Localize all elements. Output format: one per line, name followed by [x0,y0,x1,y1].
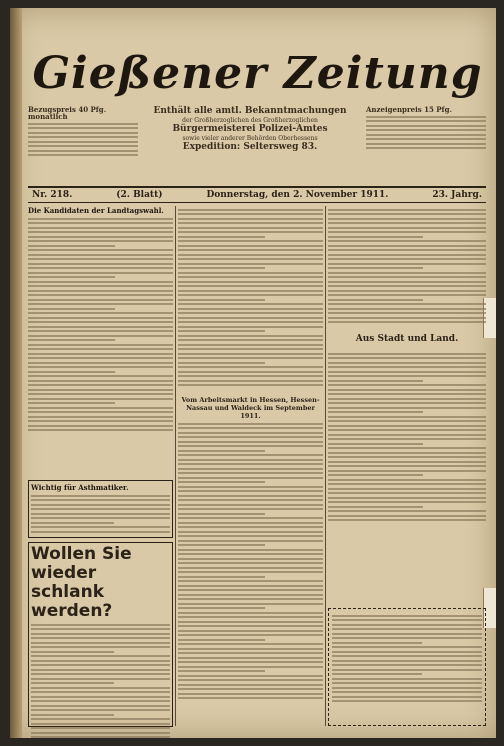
text-line [178,621,323,623]
text-line [178,267,265,269]
text-line [178,472,323,474]
text-line [178,348,323,350]
text-line [28,240,173,242]
text-line [31,504,170,506]
text-line [28,222,173,224]
text-line [178,598,323,600]
text-line [178,312,323,314]
text-line [178,330,265,332]
text-line [328,402,486,404]
volume-year: 23. Jahrg. [432,190,482,200]
text-line [28,344,173,346]
text-line [328,371,486,373]
text-line [178,630,323,632]
article-kandidaten: Die Kandidaten der Landtagswahl. [28,206,173,476]
official-notice-banner: Enthält alle amtl. Bekanntmachungen der Großherzoglichen des Großherzoglichen Bürgermeisterei Polizei-Amtes sowie vieler anderer Behörden Oberhessens Expedition: Seltersweg 83. [153,106,347,152]
text-line [178,454,323,456]
text-line [178,371,323,373]
text-line [328,294,486,296]
text-line [178,688,323,690]
text-line [328,236,423,238]
text-line [328,218,486,220]
text-line [28,353,173,355]
text-line [28,393,173,395]
text-line [328,375,486,377]
text-line [31,628,170,630]
text-line [28,425,173,427]
text-line [28,294,173,296]
binding-spine [10,8,22,738]
text-line [178,517,323,519]
text-line [178,375,323,377]
text-line [328,353,486,355]
text-line [178,258,323,260]
text-line [28,317,173,319]
text-line [31,526,170,528]
text-line [178,675,323,677]
issue-number: Nr. 218. [32,190,73,200]
text-line [28,380,173,382]
text-line [31,669,170,671]
text-line [31,687,170,689]
text-line [178,459,323,461]
text-line [328,308,486,310]
edition: (2. Blatt) [116,190,163,200]
text-line [328,249,486,251]
text-line [332,682,482,684]
text-line [178,540,323,542]
text-line [178,589,323,591]
text-line [31,522,114,524]
text-line [178,290,323,292]
text-line [28,272,173,274]
text-line [28,384,173,386]
text-line [178,339,323,341]
text-line [332,651,482,653]
text-line [178,299,265,301]
text-line [328,281,486,283]
text-line [31,732,170,734]
text-line [178,222,323,224]
text-line [178,445,323,447]
text-line [31,709,170,711]
text-line [178,236,265,238]
text-line [178,495,323,497]
masthead-title: Gießener Zeitung [32,48,483,99]
text-line [31,499,170,501]
text-line [328,258,486,260]
text-line [178,281,323,283]
text-line [178,549,323,551]
text-line [332,678,482,680]
text-line [28,371,115,373]
text-line [178,639,265,641]
text-line [28,236,173,238]
text-line [178,285,323,287]
dateline [28,186,486,203]
text-line [31,651,114,653]
text-line [28,420,173,422]
text-line [178,240,323,242]
text-line [28,402,115,404]
article-column-3 [328,206,486,326]
text-line [28,303,173,305]
text-line [332,619,482,621]
text-line [28,375,173,377]
text-line [178,576,265,578]
text-line [178,531,323,533]
text-line [28,263,173,265]
text-line [178,526,323,528]
text-line [178,508,323,510]
text-line [328,398,486,400]
text-line [31,517,170,519]
text-line [178,585,323,587]
text-line [332,696,482,698]
text-line [28,429,173,431]
text-line [332,642,422,644]
text-line [328,515,486,517]
text-line [178,558,323,560]
text-line [31,678,170,680]
text-line [28,335,173,337]
text-line [178,272,323,274]
text-line [328,407,486,409]
text-line [31,664,170,666]
text-line [328,393,486,395]
text-line [178,481,265,483]
text-line [328,420,486,422]
ad-asthma: Wichtig für Asthmatiker. [28,480,173,538]
text-line [178,468,323,470]
column-rule [325,206,326,726]
text-line [328,321,486,323]
text-line [328,492,486,494]
text-line [31,637,170,639]
text-line [178,366,323,368]
text-line [178,209,323,211]
text-line [178,616,323,618]
text-line [328,357,486,359]
text-line [328,290,486,292]
text-line [332,628,482,630]
text-line [28,258,173,260]
text-line [328,276,486,278]
text-line [328,497,486,499]
text-line [178,535,323,537]
text-line [328,470,486,472]
text-line [28,416,173,418]
text-line [28,227,173,229]
text-line [31,691,170,693]
text-line [178,441,323,443]
column-rule [175,206,176,726]
text-line [328,389,486,391]
text-line [31,642,170,644]
text-line [178,571,323,573]
text-line [178,486,323,488]
text-line [28,411,173,413]
text-line [178,544,265,546]
text-line [178,693,323,695]
text-line [178,353,323,355]
text-line [31,513,170,515]
text-line [28,348,173,350]
text-line [178,612,323,614]
text-line [178,380,323,382]
text-line [332,664,482,666]
text-line [328,425,486,427]
text-line [178,362,265,364]
text-line [28,218,173,220]
text-line [178,661,323,663]
text-line [28,362,173,364]
text-line [328,474,423,476]
text-line [28,357,173,359]
text-line [28,281,173,283]
text-line [328,227,486,229]
text-line [178,317,323,319]
text-line [31,655,170,657]
text-line [328,501,486,503]
text-line [332,633,482,635]
text-line [328,317,486,319]
text-line [178,450,265,452]
text-line [178,477,323,479]
text-line [178,303,323,305]
text-line [178,648,323,650]
text-line [178,218,323,220]
text-line [178,580,323,582]
text-line [178,245,323,247]
text-line [31,727,170,729]
text-line [328,380,423,382]
text-line [178,227,323,229]
text-line [328,263,486,265]
text-line [178,504,323,506]
text-line [28,254,173,256]
text-line [328,299,423,301]
text-line [31,624,170,626]
article-arbeitsmarkt-heading: Vom Arbeitsmarkt in Hessen, Hessen-Nassau und Waldeck im September 1911. [181,396,320,420]
text-line [31,646,170,648]
text-line [178,423,323,425]
text-line [178,499,323,501]
article-column-2 [178,206,323,391]
text-line [328,231,486,233]
text-line [332,624,482,626]
text-line [328,447,486,449]
text-line [328,456,486,458]
text-line [178,643,323,645]
text-line [328,438,486,440]
text-line [332,691,482,693]
text-line [28,389,173,391]
text-line [31,696,170,698]
text-line [328,272,486,274]
text-line [178,276,323,278]
article-arbeitsmarkt-body [178,420,323,725]
text-line [178,657,323,659]
text-line [178,432,323,434]
text-line [328,488,486,490]
text-line [178,384,323,386]
text-line [178,652,323,654]
text-line [178,666,323,668]
text-line [178,603,323,605]
text-line [178,344,323,346]
text-line [328,479,486,481]
text-line [328,312,486,314]
text-line [178,357,323,359]
text-line [31,700,170,702]
text-line [178,634,323,636]
text-line [328,510,486,512]
text-line [178,463,323,465]
text-line [332,615,482,617]
text-line [328,222,486,224]
text-line [328,461,486,463]
text-line [178,254,323,256]
text-line [328,303,486,305]
text-line [28,308,115,310]
text-line [332,687,482,689]
text-line [31,633,170,635]
text-line [328,465,486,467]
text-line [28,299,173,301]
text-line [28,276,115,278]
text-line [31,531,170,533]
text-line [328,452,486,454]
text-line [332,637,482,639]
text-line [328,519,486,521]
text-line [332,660,482,662]
text-line [178,326,323,328]
text-line [31,508,170,510]
newspaper-page [10,8,496,738]
text-line [178,231,323,233]
text-line [332,646,482,648]
text-line [28,407,173,409]
advertising-price: Anzeigenpreis 15 Pfg. [366,106,486,152]
text-line [31,736,170,738]
text-line [28,267,173,269]
text-line [178,625,323,627]
text-line [31,705,170,707]
subscription-price: Bezugspreis 40 Pfg. monatlich [28,106,138,159]
text-line [178,697,323,699]
text-line [328,416,486,418]
text-line [178,684,323,686]
text-line [31,682,114,684]
text-line [28,312,173,314]
text-line [28,285,173,287]
article-stadt-heading: Aus Stadt und Land. [355,334,459,344]
text-line [328,434,486,436]
text-line [178,567,323,569]
text-line [28,398,173,400]
text-line [178,490,323,492]
text-line [328,483,486,485]
text-line [328,429,486,431]
text-line [28,326,173,328]
text-line [178,249,323,251]
text-line [31,714,114,716]
text-line [328,254,486,256]
text-line [178,308,323,310]
text-line [328,366,486,368]
text-line [178,427,323,429]
text-line [332,669,482,671]
text-line [328,240,486,242]
issue-date: Donnerstag, den 2. November 1911. [206,190,389,200]
text-line [28,321,173,323]
text-line [178,513,265,515]
text-line [328,285,486,287]
text-line [178,594,323,596]
text-line [28,330,173,332]
text-line [31,673,170,675]
text-line [328,362,486,364]
ad-schlank: Wollen Sie wieder schlank werden? [28,542,173,727]
text-line [328,267,423,269]
text-line [328,506,423,508]
order-coupon [328,608,486,726]
text-line [178,553,323,555]
text-line [31,718,170,720]
text-line [178,436,323,438]
text-line [178,321,323,323]
text-line [328,411,423,413]
text-line [178,294,323,296]
text-line [328,213,486,215]
text-line [328,443,423,445]
article-stadt-body [328,350,486,540]
text-line [28,249,173,251]
text-line [178,670,265,672]
text-line [28,231,173,233]
text-line [332,673,422,675]
text-line [178,607,265,609]
text-line [28,290,173,292]
text-line [178,522,323,524]
text-line [28,366,173,368]
text-line [328,245,486,247]
text-line [332,700,482,702]
text-line [178,335,323,337]
text-line [28,339,115,341]
text-line [332,655,482,657]
text-line [178,263,323,265]
text-line [28,245,115,247]
text-line [328,384,486,386]
text-line [31,660,170,662]
text-line [31,495,170,497]
text-line [31,723,170,725]
text-line [178,213,323,215]
text-line [178,679,323,681]
text-line [328,209,486,211]
text-line [178,562,323,564]
